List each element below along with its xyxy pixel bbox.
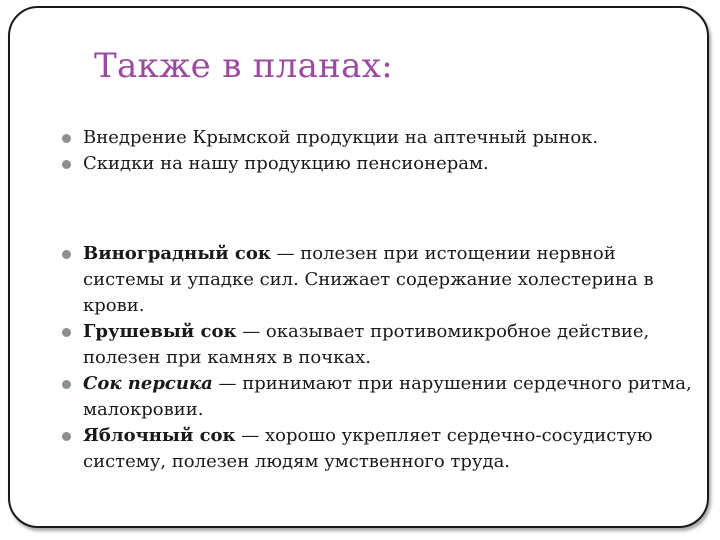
list-item: [62, 125, 702, 151]
juice-name: Грушевый сок: [83, 321, 237, 342]
juice-description: — принимают при нарушении сердечного ритма, малокровии.: [83, 373, 692, 420]
bullet-icon: [62, 432, 71, 441]
juice-description: — оказывает противомикробное действие, полезен при камнях в почках.: [83, 321, 650, 368]
list-item: [62, 151, 702, 177]
list-item: [62, 371, 702, 423]
juice-name: Яблочный сок: [83, 425, 236, 446]
bullet-icon: [62, 328, 71, 337]
juice-name: Виноградный сок: [83, 243, 271, 264]
juice-description: — полезен при истощении нервной системы и упадке сил. Снижает содержание холестерина в крови.: [83, 243, 654, 316]
slide-title: Также в планах:: [94, 46, 393, 86]
list-item: [62, 241, 702, 319]
plan-text: Скидки на нашу продукцию пенсионерам.: [83, 153, 489, 174]
juice-name: Сок персика: [83, 373, 213, 394]
plan-text: Внедрение Крымской продукции на аптечный рынок.: [83, 127, 599, 148]
bullet-icon: [62, 134, 71, 143]
list-item: [62, 423, 702, 475]
juices-list: [62, 241, 702, 475]
bullet-icon: [62, 380, 71, 389]
list-item: [62, 319, 702, 371]
slide-frame: [8, 6, 709, 528]
plans-list: [62, 125, 702, 177]
bullet-icon: [62, 160, 71, 169]
bullet-icon: [62, 250, 71, 259]
juice-description: — хорошо укрепляет сердечно-сосудистую систему, полезен людям умственного труда.: [83, 425, 653, 472]
